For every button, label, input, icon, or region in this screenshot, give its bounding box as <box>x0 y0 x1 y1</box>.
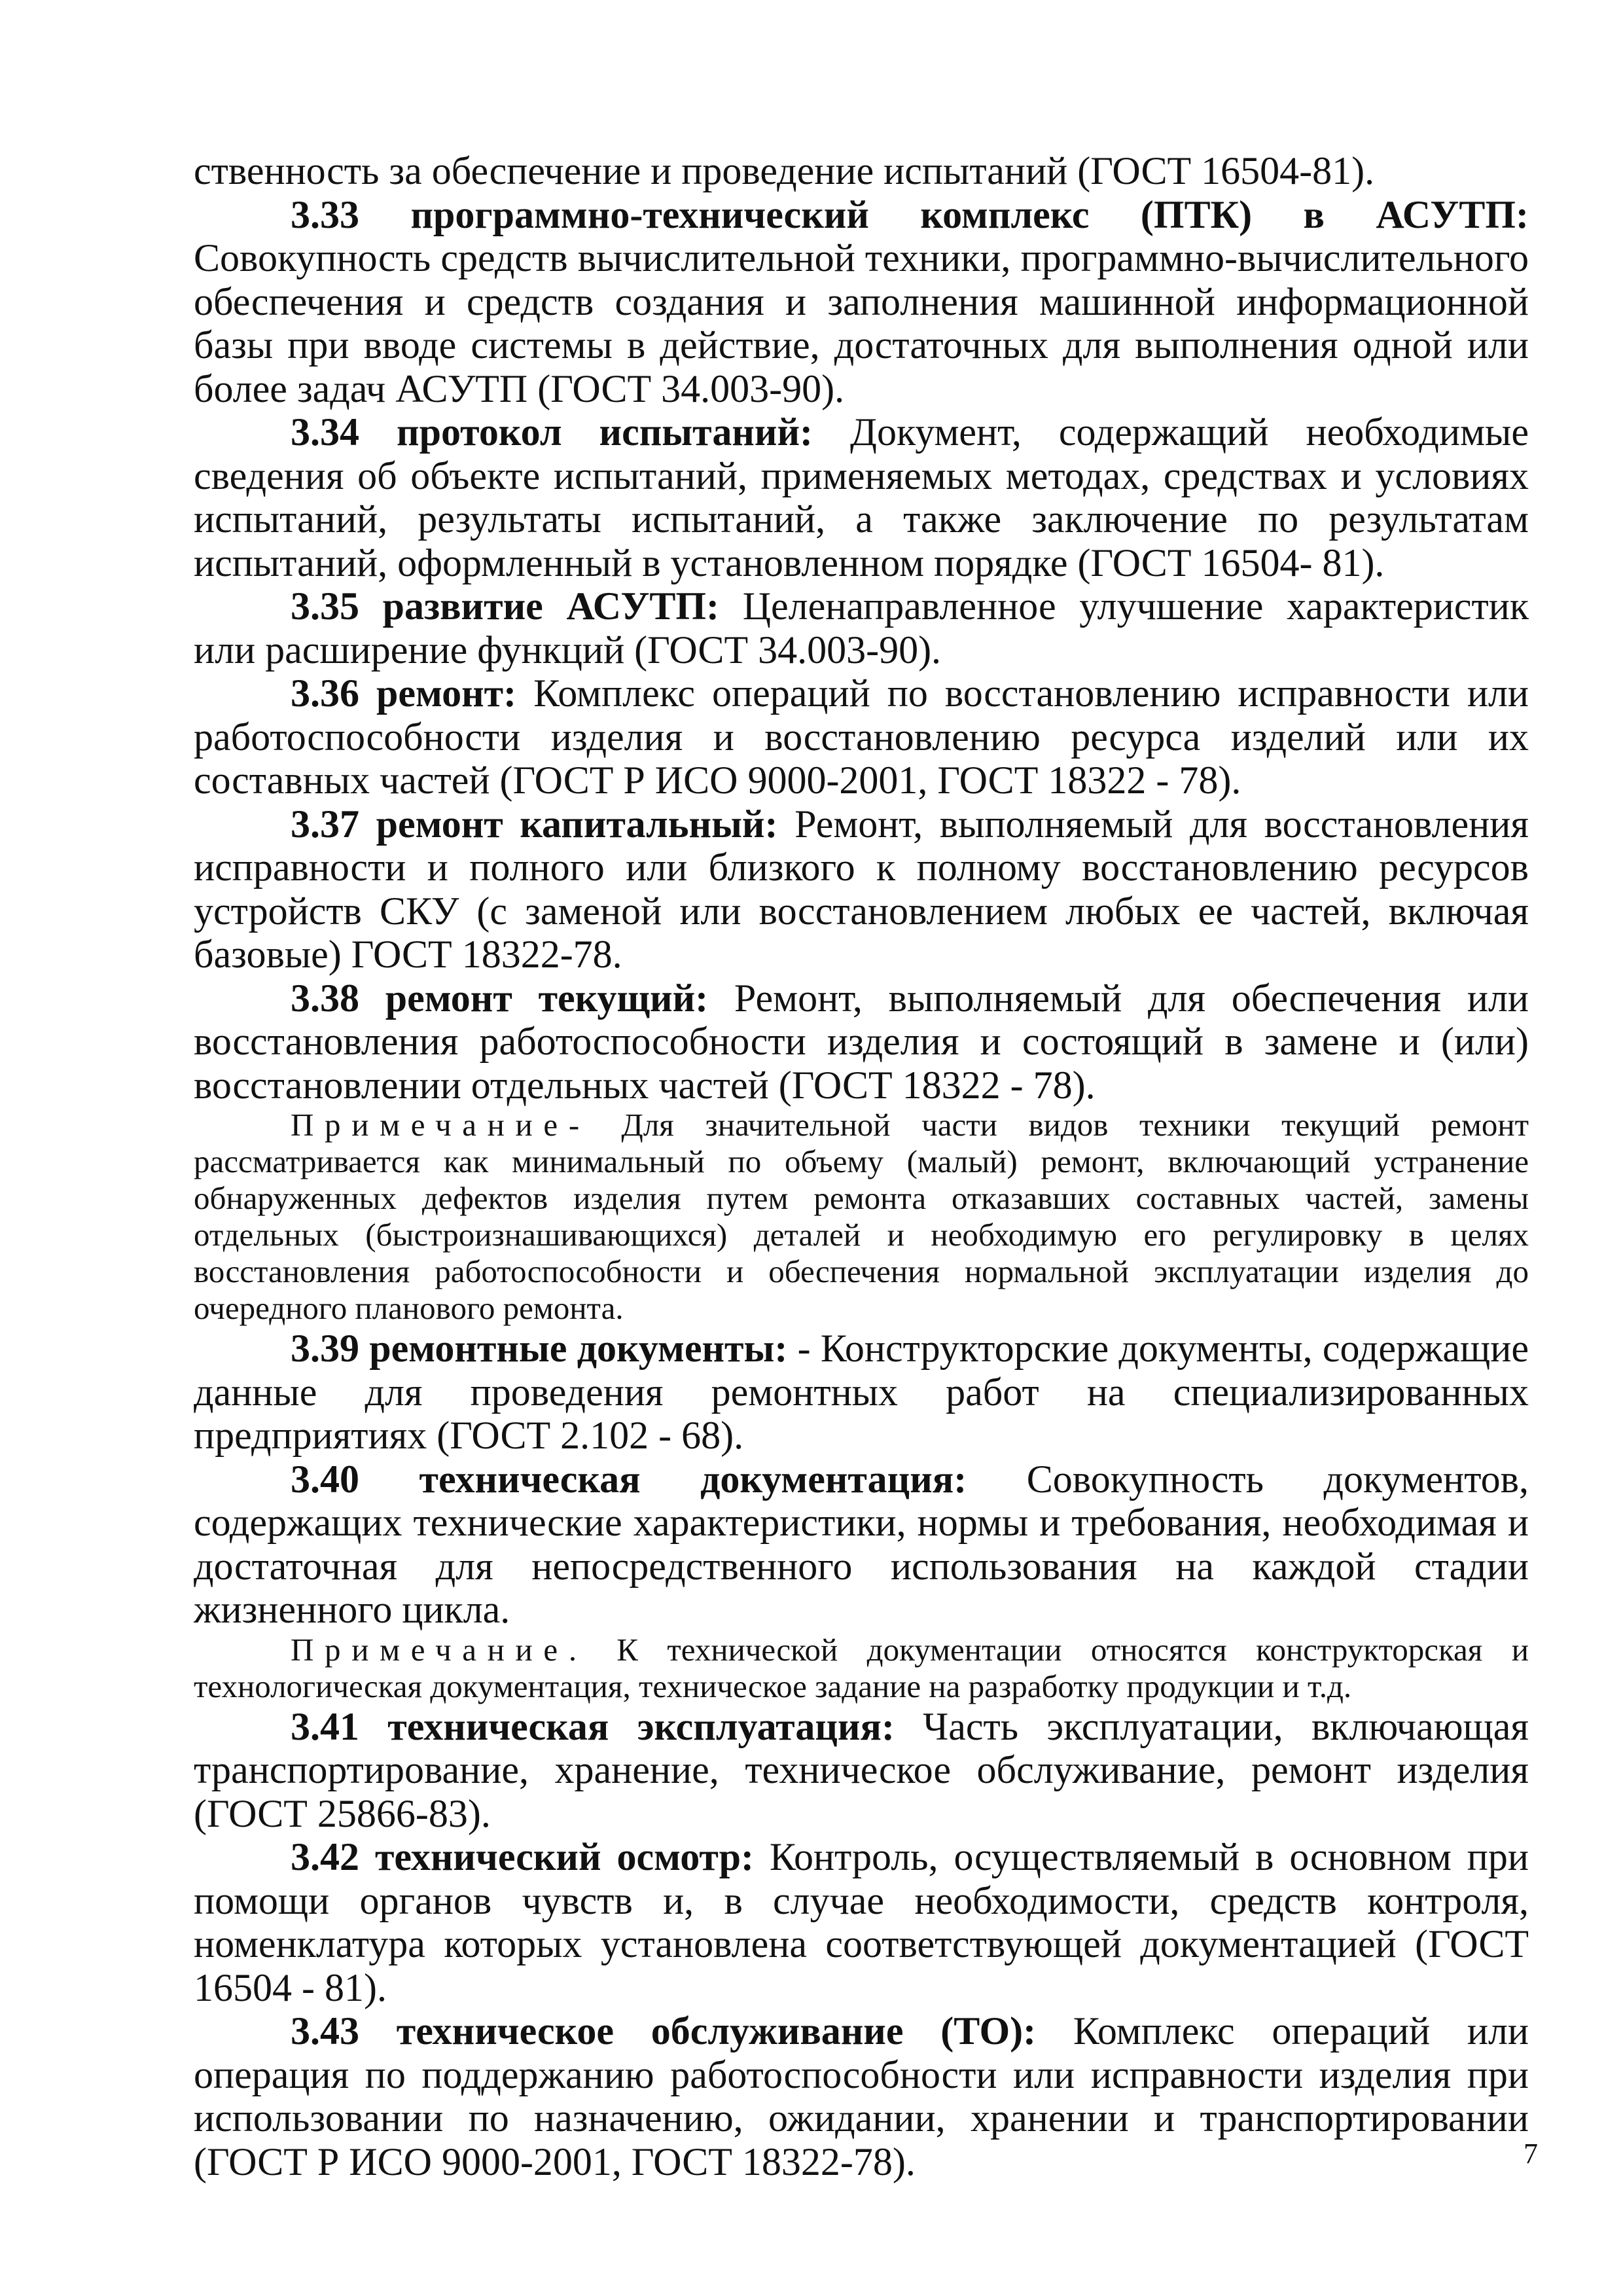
paragraph-text: ственность за обеспечение и проведение испытаний (ГОСТ 16504-81). <box>194 149 1375 192</box>
definition-3-42 <box>194 1835 1529 2009</box>
note-3-38 <box>194 1107 1529 1327</box>
note-label: Примечание. <box>291 1631 588 1668</box>
note-label: Примечание- <box>291 1107 590 1143</box>
definition-term: 3.33 программно-технический комплекс (ПТК) в АСУТП: <box>291 192 1529 236</box>
definition-text: Целенаправленное улучшение характеристик или расширение функций (ГОСТ 34.003-90). <box>194 584 1529 672</box>
definition-term: 3.43 техническое обслуживание (ТО): <box>291 2009 1037 2053</box>
definition-term: 3.34 протокол испытаний: <box>291 410 813 454</box>
definition-3-34 <box>194 410 1529 584</box>
definition-text: Контроль, осуществляемый в основном при помощи органов чувств и, в случае необходимости, средств контроля, номенклатура которых установлена соответствующей документацией (ГОСТ 16504 - 81). <box>194 1835 1529 2009</box>
definition-term: 3.35 развитие АСУТП: <box>291 584 720 628</box>
definition-3-36 <box>194 672 1529 802</box>
definition-3-43 <box>194 2009 1529 2183</box>
page-number: 7 <box>1524 2138 1538 2170</box>
definition-text: Совокупность документов, содержащих технические характеристики, нормы и требования, необходимая и достаточная для непосредственного использования на каждой стадии жизненного цикла. <box>194 1457 1529 1631</box>
definition-3-40 <box>194 1458 1529 1632</box>
note-3-40 <box>194 1632 1529 1705</box>
definition-3-33 <box>194 193 1529 411</box>
definition-3-39 <box>194 1327 1529 1458</box>
definition-text: Ремонт, выполняемый для обеспечения или восстановления работоспособности изделия и состоящий в замене и (или) восстановлении отдельных частей (ГОСТ 18322 - 78). <box>194 976 1529 1107</box>
definition-text: Комплекс операций по восстановлению исправности или работоспособности изделия и восстановлению ресурса изделий или их составных частей (ГОСТ Р ИСО 9000-2001, ГОСТ 18322 - 78). <box>194 672 1529 802</box>
definition-term: 3.42 технический осмотр: <box>291 1835 754 1878</box>
definition-term: 3.36 ремонт: <box>291 672 517 715</box>
definition-term: 3.38 ремонт текущий: <box>291 976 709 1020</box>
definition-text: Документ, содержащий необходимые сведения об объекте испытаний, применяемых методах, средствах и условиях испытаний, результаты испытаний, а также заключение по результатам испытаний, оформленный в установленном порядке (ГОСТ 16504- 81). <box>194 410 1529 584</box>
note-text: К технической документации относятся конструкторская и технологическая документация, техническое задание на разработку продукции и т.д. <box>194 1631 1529 1704</box>
continued-paragraph <box>194 149 1529 193</box>
definition-text: Совокупность средств вычислительной техники, программно-вычислительного обеспечения и средств создания и заполнения машинной информационной базы при вводе системы в действие, достаточных для выполнения одной или более задач АСУТП (ГОСТ 34.003-90). <box>194 236 1529 410</box>
definition-3-41 <box>194 1705 1529 1836</box>
definition-text: Комплекс операций или операция по поддержанию работоспособности или исправности изделия при использовании по назначению, ожидании, хранении и транспортировании (ГОСТ Р ИСО 9000-2001, ГОСТ 18322-78). <box>194 2009 1529 2183</box>
note-text: Для значительной части видов техники текущий ремонт рассматривается как минимальный по объему (малый) ремонт, включающий устранение обнаруженных дефектов изделия путем ремонта отказавших составных частей, замены отдельных (быстроизнашивающихся) деталей и необходимую его регулировку в целях восстановления работоспособности и обеспечения нормальной эксплуатации изделия до очередного планового ремонта. <box>194 1107 1529 1326</box>
definition-term: 3.41 техническая эксплуатация: <box>291 1704 895 1748</box>
definition-term: 3.39 ремонтные документы: <box>291 1327 788 1370</box>
definition-term: 3.37 ремонт капитальный: <box>291 802 778 846</box>
definition-3-38 <box>194 977 1529 1107</box>
definition-text: Ремонт, выполняемый для восстановления исправности и полного или близкого к полному восстановлению ресурсов устройств СКУ (с заменой или восстановлением любых ее частей, включая базовые) ГОСТ 18322-78. <box>194 802 1529 976</box>
definition-text: - Конструкторские документы, содержащие данные для проведения ремонтных работ на специализированных предприятиях (ГОСТ 2.102 - 68). <box>194 1327 1529 1457</box>
definition-text: Часть эксплуатации, включающая транспортирование, хранение, техническое обслуживание, ремонт изделия (ГОСТ 25866-83). <box>194 1704 1529 1835</box>
page-body <box>194 149 1529 2183</box>
definition-term: 3.40 техническая документация: <box>291 1457 967 1501</box>
definition-3-35 <box>194 584 1529 672</box>
definition-3-37 <box>194 802 1529 977</box>
